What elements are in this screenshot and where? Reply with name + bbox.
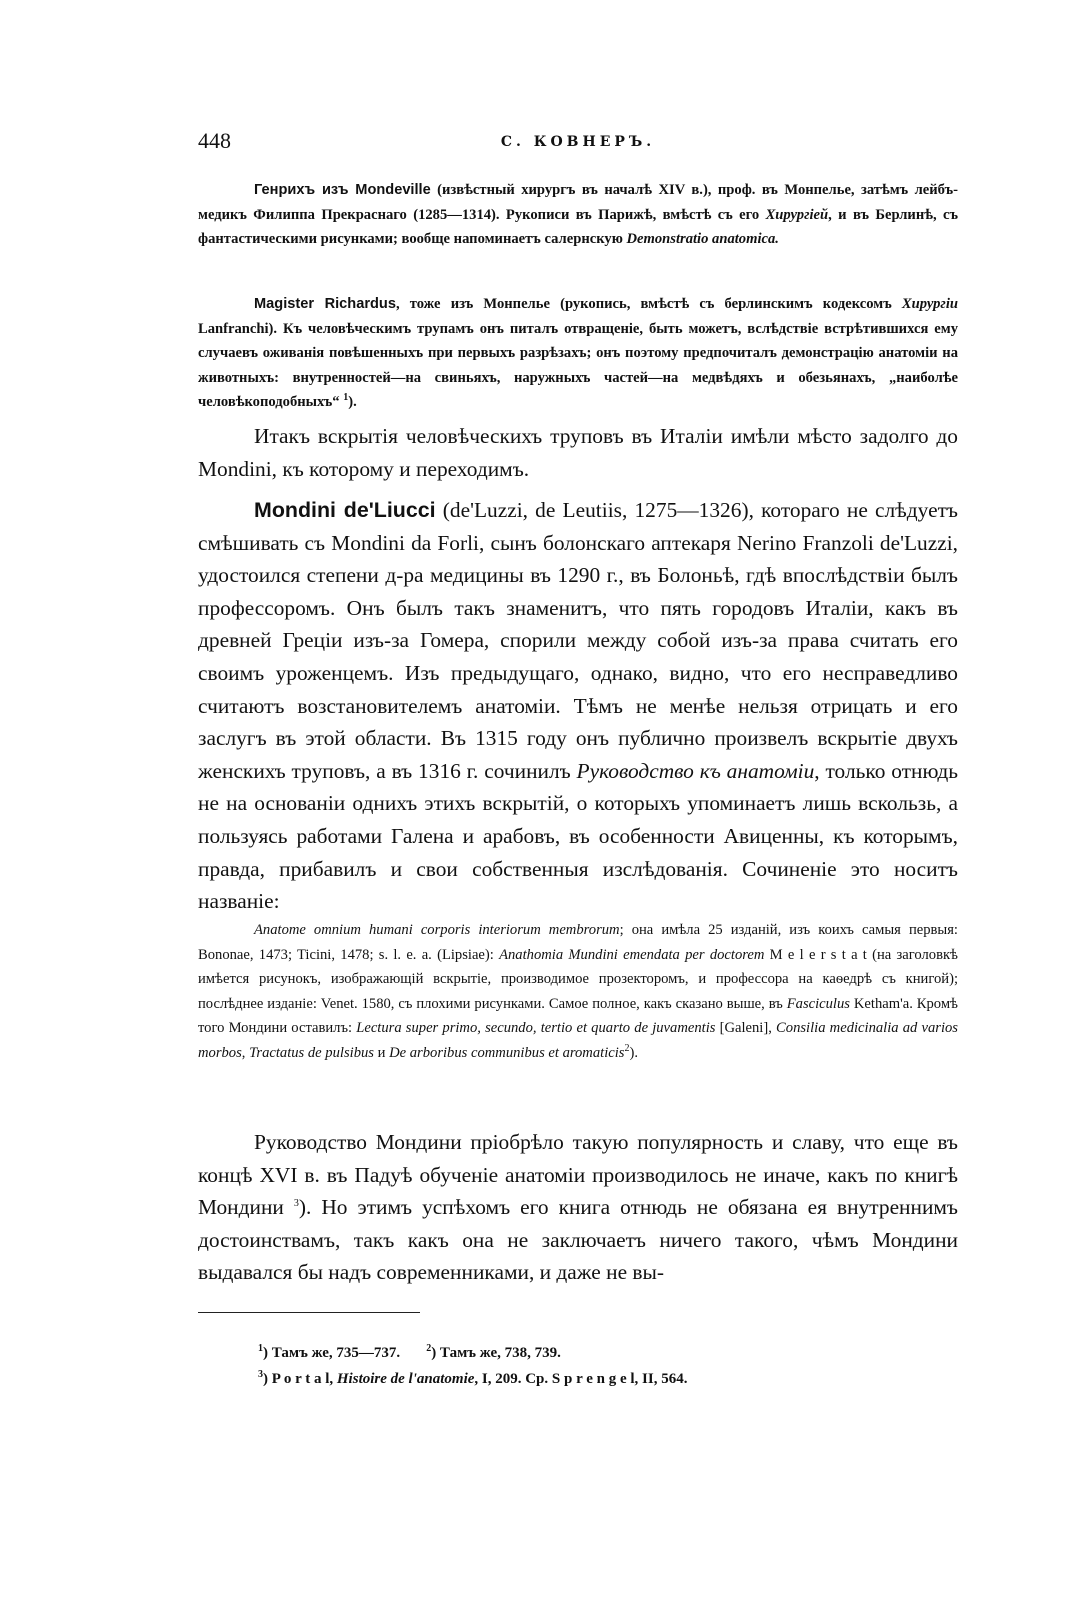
paragraph-transition: Итакъ вскрытія человѣческихъ труповъ въ Италіи имѣли мѣсто задолго до Mondini, къ которому и переходимъ. — [198, 424, 958, 481]
footnote-text: ) Тамъ же, 738, 739. — [431, 1345, 561, 1361]
italic-title: Fasciculus — [786, 995, 850, 1012]
italic-title: Anatome omnium humani corporis interiorum membrorum — [254, 922, 620, 938]
person-name: Magister Richardus — [254, 296, 396, 312]
running-head: С. КОВНЕРЪ. — [500, 134, 656, 150]
italic-title: Хирургіи — [901, 296, 958, 312]
italic-title: Руководство къ анатоміи — [576, 758, 815, 783]
person-name: Генрихъ изъ Mondeville — [254, 182, 431, 198]
footnote-ref: 3 — [293, 1198, 299, 1210]
paragraph-editions: Anatome omnium humani corporis interiorum membrorum; она имѣла 25 изданій, изъ коихъ самыя первыя: Bononae, 1473; Ticini, 1478; s. l. e. a. (Lipsiae): Anathomia Mundini emendata per doctorem M e l e r s t a t (на заголовкѣ имѣется рисунокъ, изображающій вскрытіе, производимое прозекторомъ, и профессора на каѳедрѣ съ книгой); послѣднее изданіе: Venet. 1580, съ плохими рисунками. Самое полное, какъ сказано выше, въ Fasciculus Ketham'a. Кромѣ того Мондини оставилъ: Lectura super primo, secundo, tertio et quarto de juvamentis [Galeni], Consilia medicinalia ad varios morbos, Tractatus de pulsibus и De arboribus communibus et aromaticis$^2$). — [198, 922, 958, 1061]
italic-title: De arboribus communibus et aromaticis — [389, 1044, 625, 1061]
italic-title: Histoire de l'anatomie — [336, 1371, 475, 1387]
footnote-divider — [198, 1312, 420, 1313]
italic-title: Demonstratio anatomica. — [626, 231, 779, 247]
footnote-ref: 2 — [624, 1042, 630, 1054]
italic-title: Anathomia Mundini emendata per doctorem — [499, 946, 765, 963]
footnotes — [258, 1340, 958, 1392]
footnote-3: $^3$) P o r t a l, Histoire de l'anatomie, I, 209. Ср. S p r e n g e l, II, 564. — [258, 1369, 688, 1387]
italic-title: Consilia medicinalia ad varios morbos — [198, 1020, 958, 1061]
italic-title: Lectura super primo, secundo, tertio et quarto de juvamentis — [356, 1020, 716, 1036]
footnote-mark: 1 — [258, 1343, 263, 1354]
paragraph-magister-richardus: Magister Richardus, тоже изъ Монпелье (рукопись, вмѣстѣ съ берлинскимъ кодексомъ Хирургіи Lanfranchi). Къ человѣческимъ трупамъ онъ питалъ отвращеніе, быть можетъ, вслѣдствіе встрѣтившихся ему случаевъ оживанія повѣшенныхъ при первыхъ разрѣзахъ; онъ поэтому предпочиталъ демонстрацію анатоміи на животныхъ: внутренностей—на свиньяхъ, наружныхъ частей—на медвѣдяхъ и обезьянахъ, „наиболѣе человѣкоподобныхъ“ $^1$). — [198, 296, 958, 410]
paragraph-mondini: Mondini de'Liucci (de'Luzzi, de Leutiis, 1275—1326), котораго не слѣдуетъ смѣшивать съ Mondini da Forli, сынъ болонскаго аптекаря Nerino Franzoli de'Luzzi, удостоился степени д-ра медицины въ 1290 г., въ Болоньѣ, гдѣ впослѣдствіи былъ профессоромъ. Онъ былъ такъ знаменитъ, что пять городовъ Италіи, какъ въ древней Греціи изъ-за Гомера, спорили между собой изъ-за права считать его своимъ уроженцемъ. Изъ предыдущаго, однако, видно, что его несправедливо считаютъ возстановителемъ анатоміи. Тѣмъ не менѣе нельзя отрицать и его заслугъ въ этой области. Въ 1315 году онъ публично произвелъ вскрытіе двухъ женскихъ труповъ, а въ 1316 г. сочинилъ Руководство къ анатоміи, только отнюдь не на основаніи однихъ этихъ вскрытій, о которыхъ упоминаетъ лишь вскользь, а пользуясь работами Галена и арабовъ, въ особенности Авиценны, къ которымъ, правда, прибавилъ и свои собственныя изслѣдованія. Сочиненіе это носитъ названіе: — [198, 498, 958, 914]
footnote-text: ) Тамъ же, 735—737. — [263, 1345, 401, 1361]
footnote-mark: 3 — [258, 1369, 263, 1380]
footnote-1-2 — [258, 1340, 958, 1366]
italic-title: Tractatus de pulsibus — [249, 1044, 374, 1061]
italic-title: Хирургіей — [765, 206, 829, 223]
page-number: 448 — [198, 128, 231, 153]
footnote-mark: 2 — [426, 1343, 432, 1354]
page-header — [198, 128, 958, 168]
paragraph-henri-de-mondeville: Генрихъ изъ Mondeville (извѣстный хирургъ въ началѣ XIV в.), проф. въ Монпелье, затѣмъ лейбъ-медикъ Филиппа Прекраснаго (1285—1314). Рукописи въ Парижѣ, вмѣстѣ съ его Хирургіей, и въ Берлинѣ, съ фантастическими рисунками; вообще напоминаетъ салернскую Demonstratio anatomica. — [198, 182, 958, 247]
person-name: Mondini de'Liucci — [254, 498, 436, 522]
paragraph-popularity: Руководство Мондини пріобрѣло такую популярность и славу, что еще въ концѣ XVI в. въ Падуѣ обученіе анатоміи производилось не иначе, какъ по книгѣ Мондини $^3$). Но этимъ успѣхомъ его книга отнюдь не обязана ея внутреннимъ достоинствамъ, такъ какъ она не заключаетъ ничего такого, чѣмъ Мондини выдавался бы надъ современниками, и даже не вы- — [198, 1130, 958, 1285]
footnote-ref: 1 — [343, 392, 349, 404]
